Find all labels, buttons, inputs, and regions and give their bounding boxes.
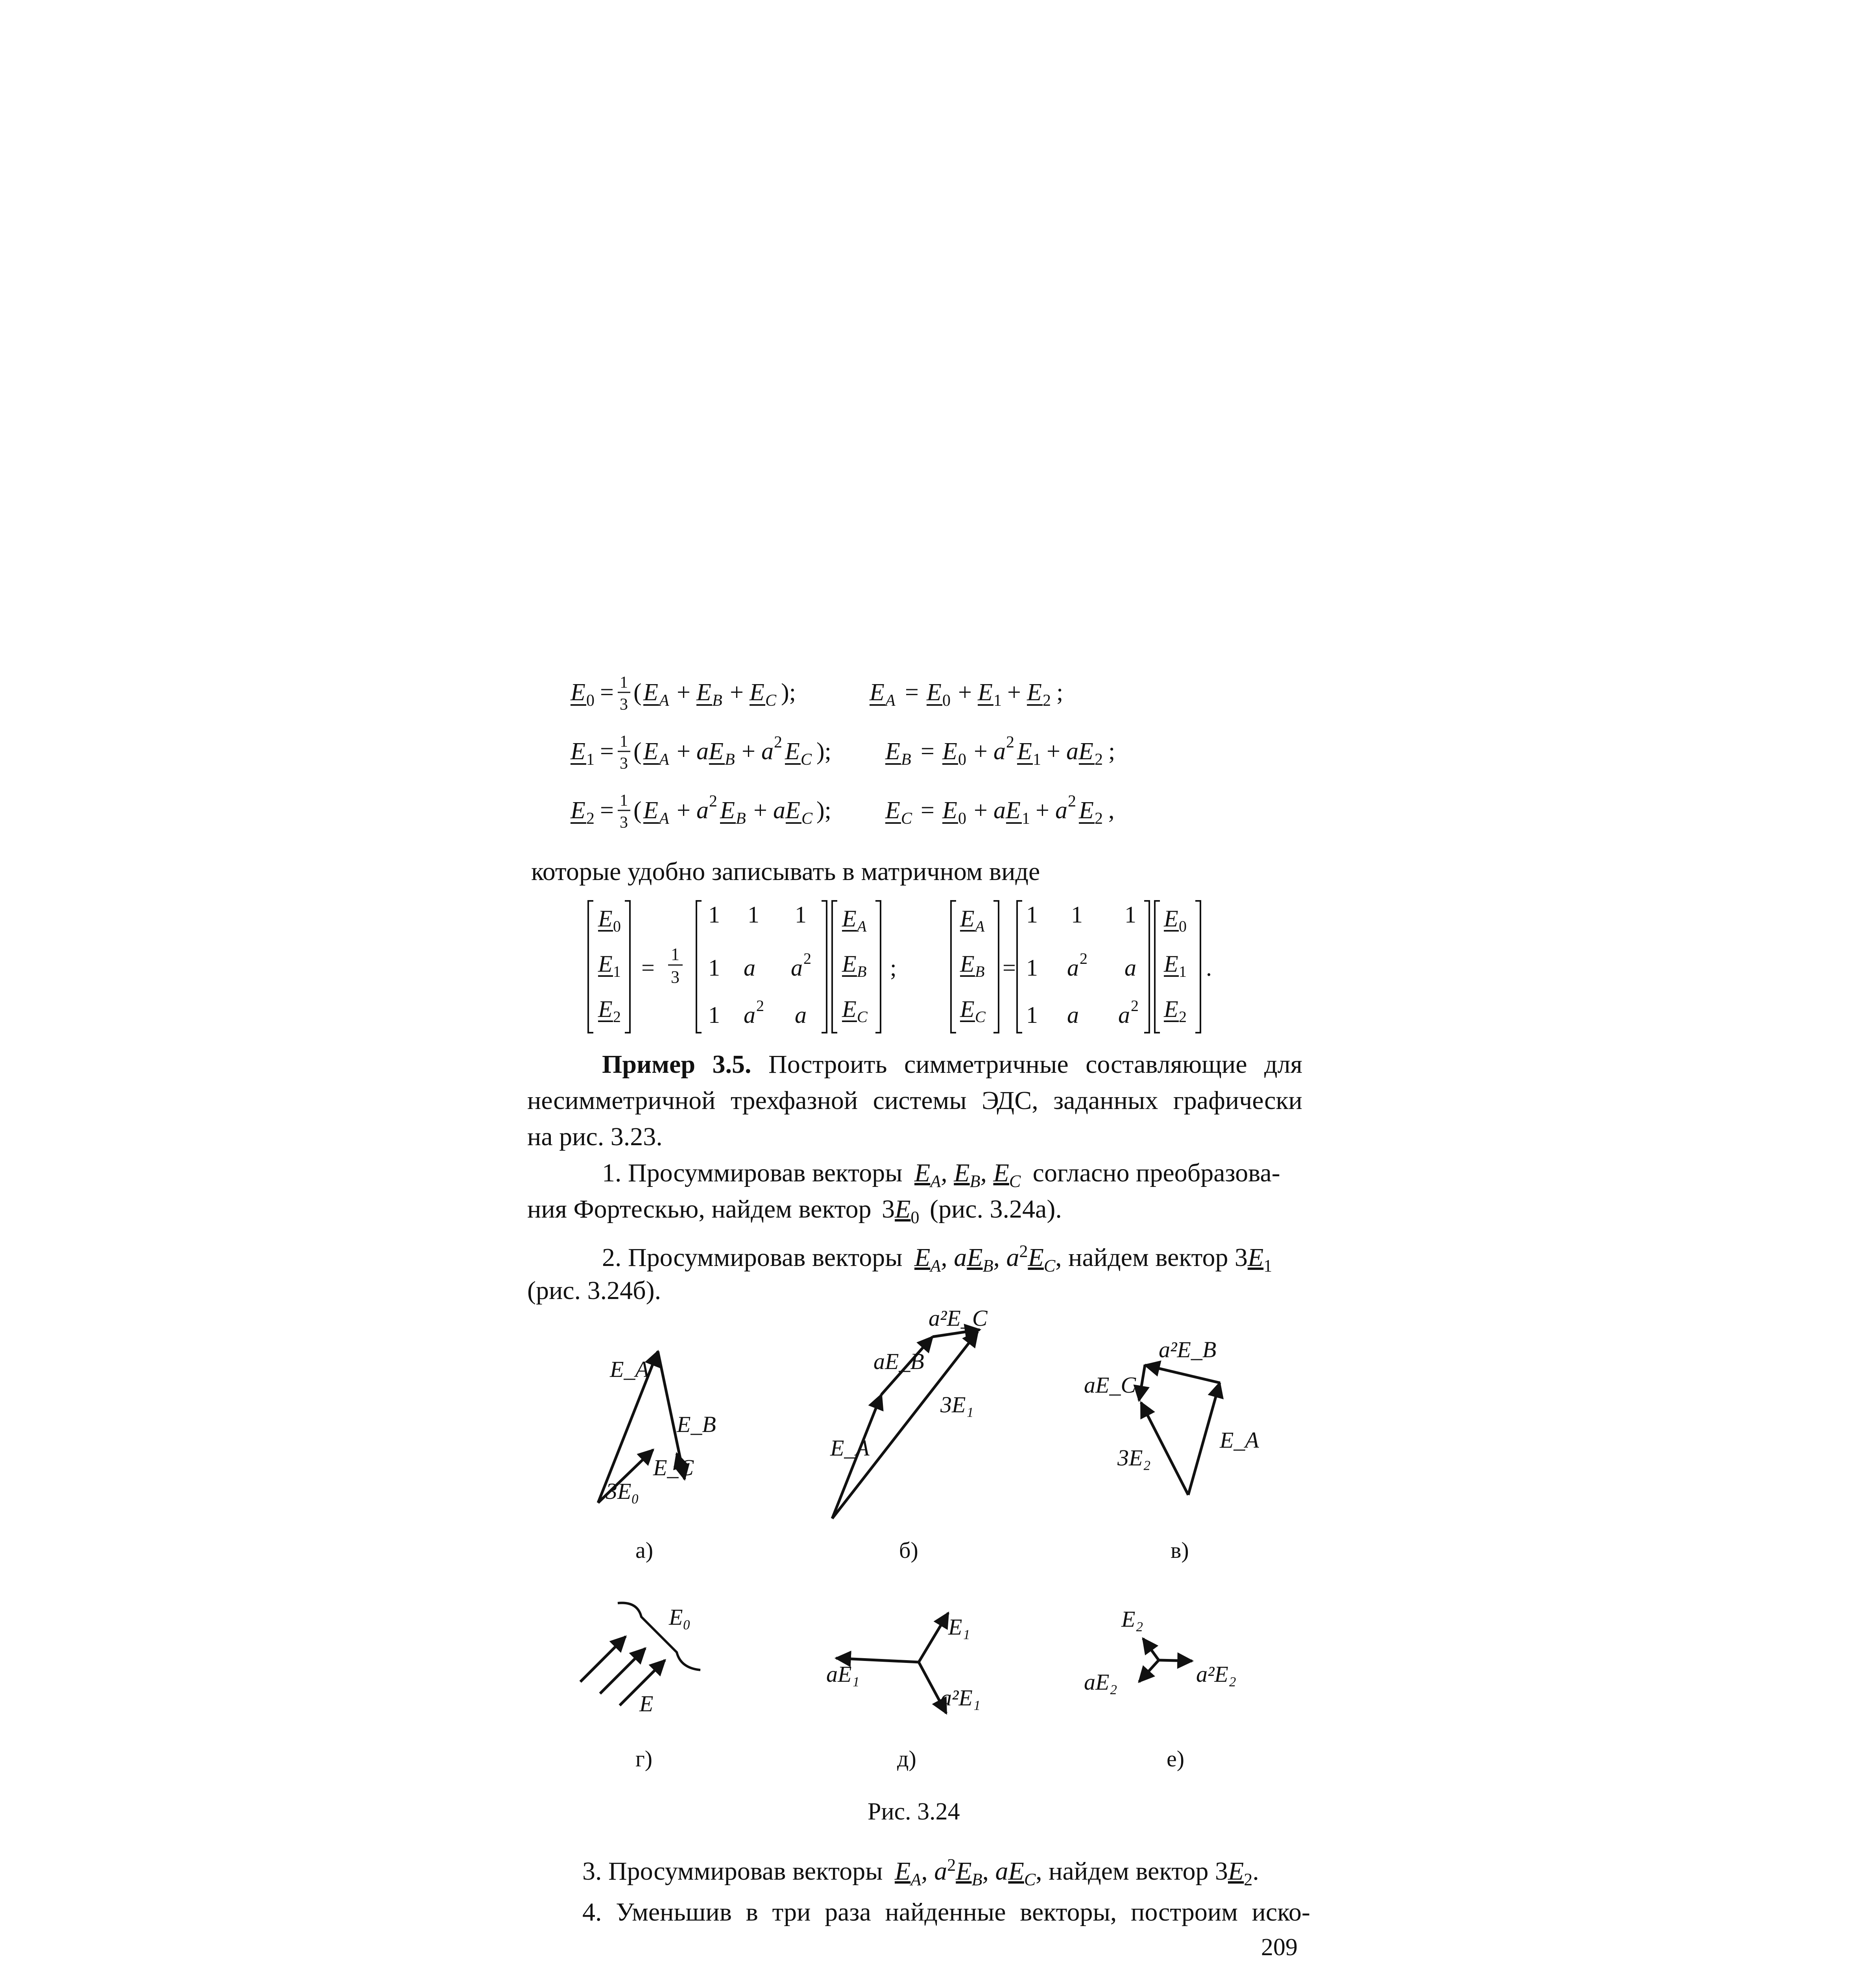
svg-text:E: E — [842, 996, 857, 1022]
svg-text:1: 1 — [620, 674, 628, 692]
svg-text:1: 1 — [708, 902, 720, 928]
svg-text:B: B — [975, 963, 985, 980]
svg-text:2: 2 — [1131, 997, 1139, 1015]
svg-text:1: 1 — [1179, 963, 1187, 980]
label-a-3E0: 3E₀ — [606, 1478, 639, 1504]
svg-text:1: 1 — [708, 1002, 720, 1028]
label-a-EC: E_C — [653, 1455, 694, 1480]
label-g-E: E — [639, 1691, 654, 1716]
svg-text:=: = — [641, 955, 655, 981]
svg-text:E: E — [598, 906, 613, 932]
label-d-E1: E₁ — [948, 1614, 970, 1640]
svg-text:2: 2 — [1095, 810, 1103, 828]
svg-text:+: + — [677, 797, 691, 824]
svg-text:E: E — [720, 797, 735, 824]
svg-text:+: + — [742, 738, 755, 765]
svg-text:1: 1 — [795, 902, 807, 928]
example-title: Пример 3.5. — [602, 1050, 752, 1079]
svg-text:3: 3 — [620, 755, 628, 773]
subfigure-e — [1139, 1639, 1192, 1682]
svg-text:E: E — [643, 679, 658, 706]
svg-text:1: 1 — [1033, 751, 1041, 769]
svg-text:B: B — [712, 692, 722, 710]
subfig-label-a: а) — [635, 1537, 654, 1563]
svg-text:E: E — [927, 679, 942, 706]
svg-text:E: E — [960, 951, 975, 977]
svg-text:E: E — [1079, 797, 1094, 824]
svg-text:A: A — [975, 917, 985, 935]
svg-text:;: ; — [890, 955, 897, 981]
label-b-3E1: 3E₁ — [940, 1392, 974, 1417]
svg-text:a: a — [791, 955, 803, 981]
svg-text:3: 3 — [620, 814, 628, 832]
svg-text:2: 2 — [1080, 950, 1088, 967]
svg-text:0: 0 — [586, 692, 595, 710]
svg-text:(: ( — [633, 797, 642, 824]
svg-text:2: 2 — [1006, 733, 1014, 751]
subfig-label-b: б) — [899, 1537, 918, 1563]
formula-row-2 — [570, 733, 1115, 773]
svg-text:2: 2 — [709, 792, 717, 810]
svg-text:1: 1 — [993, 692, 1002, 710]
svg-text:1: 1 — [620, 733, 628, 751]
example-text-1: Построить симметричные составляющие для — [768, 1050, 1303, 1079]
figure-caption: Рис. 3.24 — [868, 1798, 960, 1825]
svg-text:E: E — [842, 906, 857, 932]
svg-text:.: . — [1206, 955, 1212, 981]
svg-text:1: 1 — [1124, 902, 1136, 928]
svg-text:E: E — [1164, 951, 1178, 977]
svg-text:3: 3 — [671, 967, 679, 987]
step3-text-a: 3. Просуммировав векторы — [582, 1857, 883, 1886]
svg-text:=: = — [1003, 955, 1016, 981]
svg-text:aE: aE — [993, 797, 1021, 824]
svg-text:A: A — [659, 751, 669, 769]
subfig-label-g: г) — [635, 1746, 653, 1771]
label-v-aEC: aE_C — [1084, 1372, 1136, 1398]
svg-text:E: E — [1017, 738, 1032, 765]
step2-text-b: , найдем вектор — [1055, 1243, 1228, 1272]
label-e-E2: E₂ — [1121, 1606, 1143, 1632]
label-v-3E2: 3E₂ — [1117, 1445, 1151, 1471]
step4-line: 4. Уменьшив в три раза найденные векторы, построим иско- — [582, 1898, 1310, 1926]
svg-text:;: ; — [1056, 679, 1064, 706]
svg-text:2: 2 — [1043, 692, 1051, 710]
svg-text:+: + — [974, 738, 988, 765]
matrix-block — [586, 897, 1294, 1039]
step2-line-2: (рис. 3.24б). — [527, 1276, 661, 1305]
formula-block — [571, 669, 1318, 850]
svg-text:a: a — [744, 955, 755, 981]
svg-text:0: 0 — [1179, 917, 1187, 935]
step2-vectors: $E_A$, $aE_B$, $a^2E_C$ — [914, 1242, 1056, 1276]
svg-text:E: E — [598, 951, 613, 977]
step1-text-d: (рис. 3.24а). — [929, 1195, 1062, 1223]
svg-text:0: 0 — [958, 810, 966, 828]
svg-text:a: a — [1067, 955, 1079, 981]
svg-text:1: 1 — [1071, 902, 1083, 928]
svg-text:(: ( — [633, 738, 642, 765]
label-b-aEB: aE_B — [873, 1349, 924, 1374]
svg-text:C: C — [857, 1008, 868, 1026]
svg-text:2: 2 — [1179, 1008, 1187, 1026]
matrix-intro: которые удобно записывать в матричном виде — [531, 857, 1040, 886]
svg-text:aE: aE — [773, 797, 800, 824]
svg-text:2: 2 — [613, 1008, 621, 1026]
svg-text:E: E — [750, 679, 764, 706]
step1-text-b: согласно преобразова- — [1032, 1159, 1280, 1187]
example-line-2: несимметричной трехфазной системы ЭДС, заданных графически — [527, 1086, 1302, 1115]
svg-text:0: 0 — [613, 917, 621, 935]
svg-text:2: 2 — [803, 950, 811, 967]
svg-text:E: E — [1164, 996, 1178, 1022]
svg-text:3: 3 — [620, 696, 628, 714]
svg-text:a: a — [696, 797, 709, 824]
label-e-aE2: aE₂ — [1084, 1669, 1117, 1695]
svg-text:1: 1 — [1026, 955, 1038, 981]
svg-text:B: B — [901, 751, 911, 769]
svg-text:B: B — [736, 810, 746, 828]
svg-text:B: B — [857, 963, 867, 980]
svg-text:E: E — [942, 797, 957, 824]
svg-text:E: E — [571, 679, 585, 706]
svg-text:a: a — [1055, 797, 1067, 824]
svg-text:E: E — [785, 738, 800, 765]
figure-3-24 — [543, 1305, 1314, 1771]
svg-text:=: = — [905, 679, 919, 706]
svg-text:E: E — [978, 679, 993, 706]
svg-text:1: 1 — [1026, 1002, 1038, 1028]
svg-text:+: + — [730, 679, 744, 706]
svg-text:1: 1 — [1026, 902, 1038, 928]
svg-text:0: 0 — [942, 692, 951, 710]
svg-text:E: E — [1164, 906, 1178, 932]
svg-text:+: + — [958, 679, 972, 706]
svg-text:A: A — [659, 810, 669, 828]
svg-text:E: E — [960, 996, 975, 1022]
step3-line — [582, 1847, 1322, 1898]
step1-vectors: $E_A$, $E_B$, $E_C$ — [914, 1159, 1021, 1191]
label-b-EA: E_A — [830, 1435, 870, 1461]
svg-text:C: C — [801, 751, 812, 769]
svg-text:1: 1 — [671, 945, 679, 964]
svg-text:=: = — [921, 738, 934, 765]
svg-text:2: 2 — [1095, 751, 1103, 769]
step3-text-b: , найдем вектор — [1036, 1857, 1209, 1886]
formula-row-1 — [570, 674, 1063, 714]
svg-text:E: E — [942, 738, 957, 765]
svg-text:E: E — [643, 797, 658, 824]
svg-text:E: E — [885, 738, 900, 765]
svg-text:E: E — [598, 996, 613, 1022]
svg-text:+: + — [974, 797, 988, 824]
step2-result-vector: $3E_1$ — [1234, 1243, 1272, 1276]
svg-text:=: = — [600, 738, 614, 765]
svg-text:aE: aE — [1066, 738, 1093, 765]
svg-text:);: ); — [816, 738, 831, 765]
svg-text:+: + — [753, 797, 767, 824]
svg-text:1: 1 — [613, 963, 621, 980]
svg-text:a: a — [1067, 1002, 1079, 1028]
svg-text:C: C — [975, 1008, 986, 1026]
svg-text:,: , — [1108, 797, 1115, 824]
svg-text:1: 1 — [748, 902, 759, 928]
subfig-label-d: д) — [897, 1746, 916, 1771]
svg-text:E: E — [870, 679, 884, 706]
svg-text:C: C — [765, 692, 777, 710]
page-number: 209 — [1261, 1934, 1298, 1961]
step2-text-a: 2. Просуммировав векторы — [602, 1243, 903, 1272]
svg-text:+: + — [677, 679, 691, 706]
svg-text:E: E — [643, 738, 658, 765]
label-a-EB: E_B — [677, 1412, 716, 1437]
label-v-a2EB: a²E_B — [1159, 1337, 1217, 1362]
svg-text:A: A — [857, 917, 867, 935]
svg-text:a: a — [1124, 955, 1136, 981]
formula-row-3 — [570, 792, 1115, 832]
svg-text:0: 0 — [958, 751, 966, 769]
svg-text:(: ( — [633, 679, 642, 706]
svg-text:2: 2 — [774, 733, 782, 751]
svg-text:);: ); — [816, 797, 831, 824]
step1-result-vector: $3E_0$ — [882, 1195, 920, 1227]
step3-result-vector: $3E_2$. — [1215, 1857, 1259, 1890]
step1-text-c: ния Фортескью, найдем вектор — [527, 1195, 872, 1223]
svg-text:E: E — [960, 906, 975, 932]
svg-text:1: 1 — [620, 792, 628, 810]
svg-text:2: 2 — [586, 810, 595, 828]
svg-text:1: 1 — [708, 955, 720, 981]
svg-text:1: 1 — [586, 751, 595, 769]
subfigure-v — [1139, 1365, 1220, 1495]
svg-text:a: a — [1118, 1002, 1130, 1028]
svg-text:aE: aE — [696, 738, 724, 765]
subfig-label-v: в) — [1171, 1537, 1189, 1563]
svg-text:E: E — [696, 679, 711, 706]
svg-text:+: + — [1036, 797, 1049, 824]
example-line-1 — [602, 1046, 1302, 1083]
label-e-a2E2: a²E₂ — [1196, 1661, 1236, 1687]
svg-text:;: ; — [1108, 738, 1115, 765]
svg-text:E: E — [571, 797, 585, 824]
svg-text:E: E — [571, 738, 585, 765]
label-d-aE1: aE₁ — [826, 1661, 860, 1687]
svg-text:E: E — [1027, 679, 1042, 706]
svg-text:a: a — [795, 1002, 807, 1028]
step1-text-a: 1. Просуммировав векторы — [602, 1159, 903, 1187]
svg-text:+: + — [1007, 679, 1021, 706]
svg-text:+: + — [677, 738, 691, 765]
label-g-E0: E₀ — [669, 1604, 691, 1630]
svg-text:a: a — [744, 1002, 755, 1028]
svg-text:B: B — [725, 751, 735, 769]
svg-text:2: 2 — [1068, 792, 1076, 810]
svg-text:1: 1 — [1022, 810, 1030, 828]
svg-text:E: E — [885, 797, 900, 824]
step3-vectors: $E_A$, $a^2E_B$, $aE_C$ — [895, 1855, 1036, 1890]
svg-text:=: = — [600, 797, 614, 824]
svg-text:C: C — [901, 810, 912, 828]
svg-text:=: = — [600, 679, 614, 706]
label-b-a2EC: a²E_C — [929, 1305, 988, 1331]
subfig-label-e: е) — [1167, 1746, 1185, 1771]
svg-text:A: A — [885, 692, 896, 710]
svg-text:+: + — [1047, 738, 1060, 765]
step1-line-2 — [527, 1191, 1302, 1236]
svg-text:a: a — [761, 738, 774, 765]
svg-text:2: 2 — [756, 997, 764, 1015]
svg-text:A: A — [659, 692, 669, 710]
label-a-EA: E_A — [610, 1356, 649, 1382]
svg-text:);: ); — [781, 679, 796, 706]
label-d-a2E1: a²E₁ — [940, 1685, 980, 1711]
svg-text:C: C — [801, 810, 813, 828]
label-v-EA: E_A — [1220, 1427, 1259, 1453]
svg-text:a: a — [993, 738, 1006, 765]
svg-text:E: E — [842, 951, 857, 977]
example-line-3: на рис. 3.23. — [527, 1122, 663, 1151]
svg-text:=: = — [921, 797, 934, 824]
